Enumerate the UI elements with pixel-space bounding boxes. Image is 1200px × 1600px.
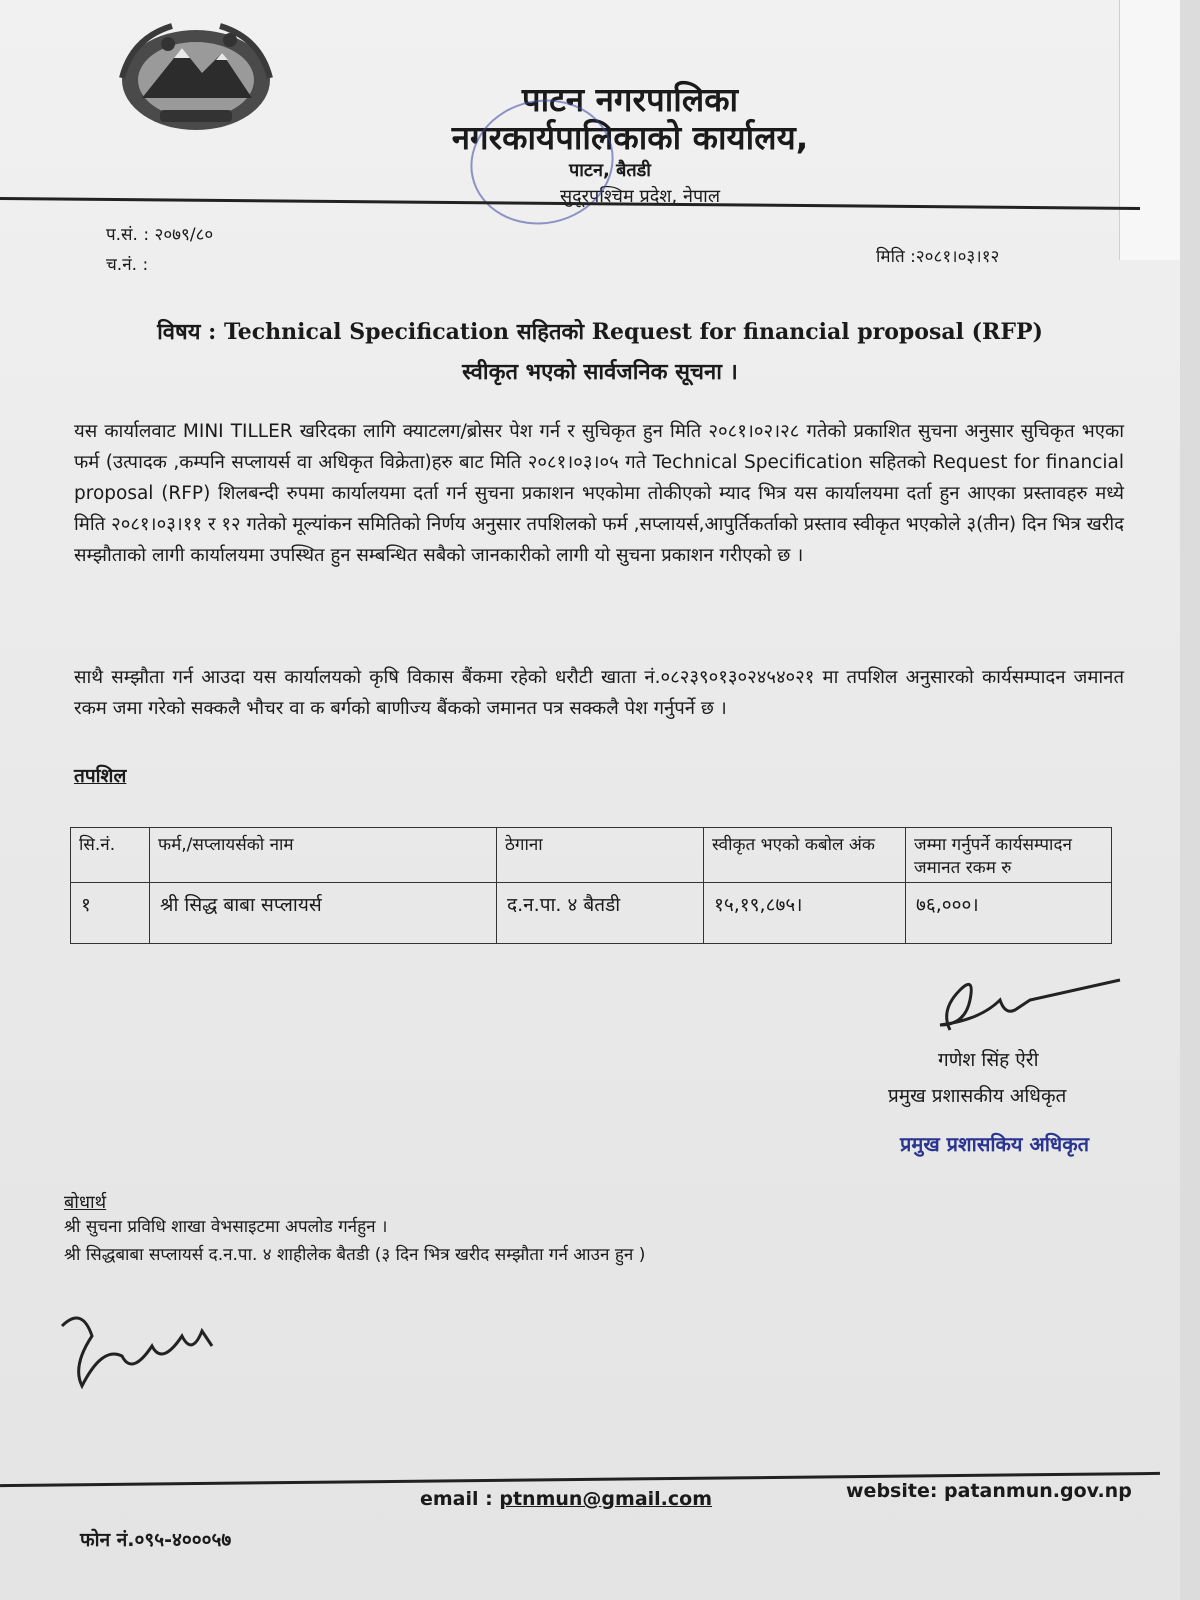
letter-date: मिति :२०८१।०३।१२	[876, 247, 1000, 267]
subject-line-1: विषय : Technical Specification सहितको Request for financial proposal (RFP)	[157, 319, 1043, 345]
body-paragraph-1: यस कार्यालवाट MINI TILLER खरिदका लागि क्याटलग/ब्रोसर पेश गर्न र सुचिकृत हुन मिति २०८१।०२।२८ गतेको प्रकाशित सुचना अनुसार सुचिकृत भएका फर्म (उत्पादक ,कम्पनि सप्लायर्स वा अधिकृत विक्रेता)हरु बाट मिति २०८१।०३।०५ गते Technical Specification सहितको Request for financial proposal (RFP) शिलबन्दी रुपमा कार्यालयमा दर्ता गर्न सुचना प्रकाशन भएकोमा तोकीएको म्याद भित्र यस कार्यालयमा दर्ता हुन आएका प्रस्तावहरु मध्ये मिति २०८१।०३।११ र १२ गतेको मूल्यांकन समितिको निर्णय अनुसार तपशिलको फर्म ,सप्लायर्स,आपुर्तिकर्ताको प्रस्ताव स्वीकृत भएकोले ३(तीन) दिन भित्र खरीद सम्झौताको लागी कार्यालयमा उपस्थित हुन सम्बन्धित सबैको जानकारीको लागी यो सुचना प्रकाशन गरीएको छ ।	[74, 421, 1124, 566]
supplier-table	[70, 827, 1112, 944]
cell-address: द.न.पा. ४ बैतडी	[497, 883, 704, 944]
signatory-title: प्रमुख प्रशासकीय अधिकृत	[888, 1085, 1067, 1107]
col-serial: सि.नं.	[71, 828, 150, 883]
cell-serial: १	[71, 883, 150, 944]
cell-accepted-amount: १५,१९,८७५।	[704, 883, 906, 944]
cell-guarantee-amount: ७६,०००।	[906, 883, 1112, 944]
email-label: email :	[420, 1488, 493, 1510]
email-link[interactable]: ptnmun@gmail.com	[499, 1488, 713, 1510]
cc-line-1: श्री सुचना प्रविधि शाखा वेभसाइटमा अपलोड गर्नहुन ।	[64, 1217, 388, 1237]
dispatch-number: च.नं. :	[106, 255, 149, 275]
cc-label: बोधार्थ	[64, 1192, 107, 1213]
signatory-stamp: प्रमुख प्रशासकिय अधिकृत	[900, 1132, 1089, 1156]
body-paragraph-2: साथै सम्झौता गर्न आउदा यस कार्यालयको कृषि विकास बैंकमा रहेको धरौटी खाता नं.०८२३९०१३०२४५४०२१ मा तपशिल अनुसारको कार्यसम्पादन जमानत रकम जमा गरेको सक्कलै भौचर वा क बर्गको बाणीज्य बैंकको जमानत पत्र सक्कलै पेश गर्नुपर्ने छ ।	[74, 667, 1124, 719]
col-firm-name: फर्म,/सप्लायर्सको नाम	[150, 828, 497, 883]
footer-website[interactable]: website: patanmun.gov.np	[846, 1480, 1132, 1502]
signatory-name: गणेश सिंह ऐरी	[938, 1049, 1039, 1071]
tapashil-heading: तपशिल	[74, 765, 127, 787]
org-name: पाटन नगरपालिका	[521, 80, 739, 119]
reference-number: प.सं. : २०७९/८०	[106, 225, 214, 245]
col-guarantee-amount: जम्मा गर्नुपर्ने कार्यसम्पादन जमानत रकम रु	[906, 828, 1112, 883]
subject-line-2: स्वीकृत भएको सार्वजनिक सूचना ।	[462, 360, 738, 385]
office-province: सुदूरपश्चिम प्रदेश, नेपाल	[559, 186, 721, 207]
cc-line-2: श्री सिद्धबाबा सप्लायर्स द.न.पा. ४ शाहीलेक बैतडी (३ दिन भित्र खरीद सम्झौता गर्न आउन हुन )	[64, 1245, 646, 1265]
office-name: नगरकार्यपालिकाको कार्यालय,	[451, 118, 809, 157]
table-header-row	[71, 828, 1112, 883]
office-place: पाटन, बैतडी	[569, 160, 651, 181]
footer-email	[420, 1488, 712, 1510]
footer-phone: फोन नं.०९५-४०००५७	[80, 1529, 232, 1551]
handwritten-initials	[52, 1306, 232, 1396]
handwritten-signature	[920, 970, 1160, 1050]
table-row	[71, 883, 1112, 944]
col-accepted-amount: स्वीकृत भएको कबोल अंक	[704, 828, 906, 883]
col-address: ठेगाना	[497, 828, 704, 883]
cell-firm-name: श्री सिद्ध बाबा सप्लायर्स	[150, 883, 497, 944]
